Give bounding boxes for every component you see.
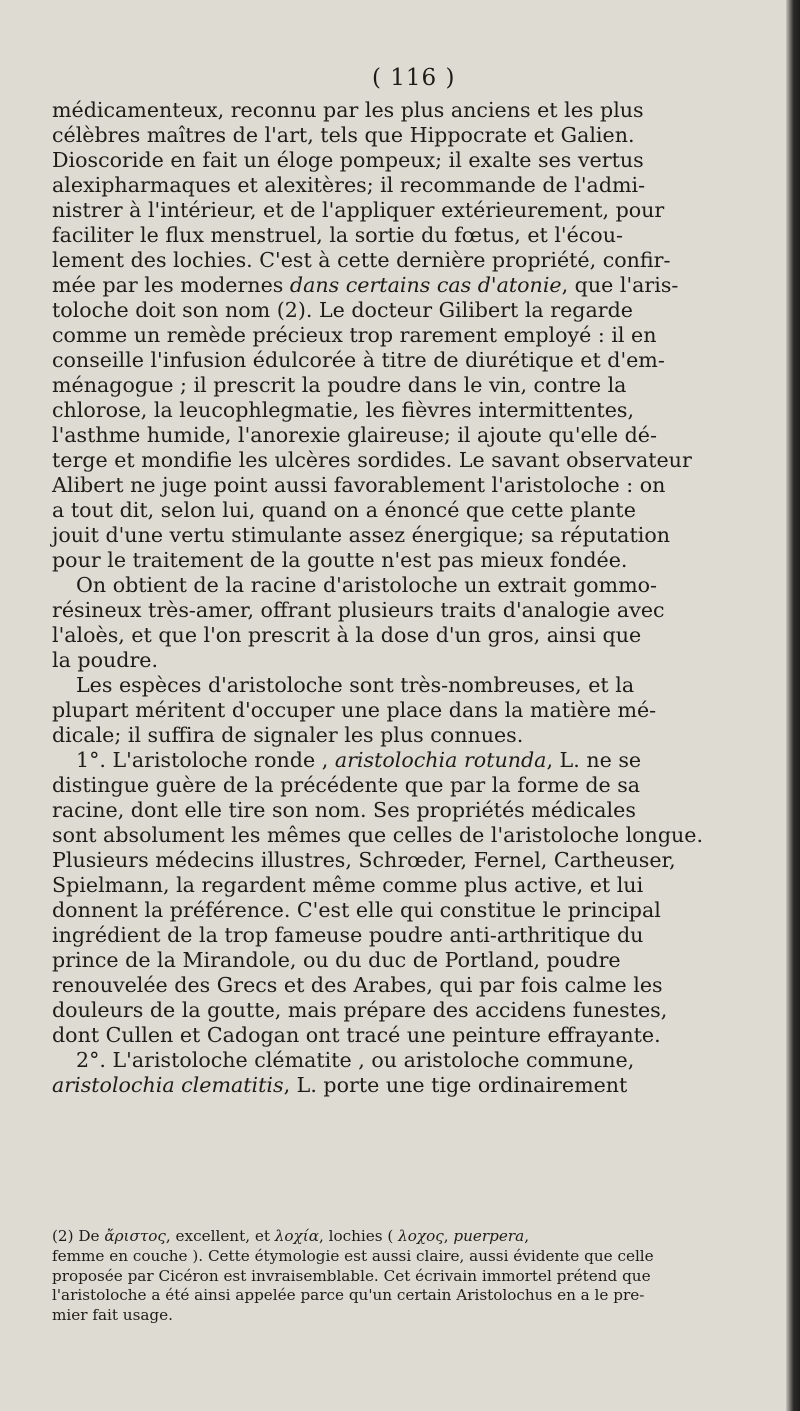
- text-line: Spielmann, la regardent même comme plus active, et lui: [52, 873, 644, 897]
- italic-phrase: puerpera: [453, 1227, 525, 1245]
- text-run: 1°. L'aristoloche ronde ,: [76, 748, 335, 772]
- text-line: toloche doit son nom (2). Le docteur Gilibert la regarde: [52, 298, 633, 322]
- text-line: On obtient de la racine d'aristoloche un extrait gommo-: [76, 573, 657, 597]
- text-line: dicale; il suffira de signaler les plus connues.: [52, 723, 524, 747]
- text-run: , que l'aris-: [561, 273, 679, 297]
- text-line: chlorose, la leucophlegmatie, les fièvres intermittentes,: [52, 398, 635, 422]
- text-line: sont absolument les mêmes que celles de l'aristoloche longue.: [52, 823, 703, 847]
- main-text: [52, 98, 764, 1098]
- page-number: ( 116 ): [372, 65, 456, 91]
- text-run: , excellent, et: [165, 1227, 275, 1245]
- text-run: , L. porte une tige ordinairement: [283, 1073, 628, 1097]
- text-line: ménagogue ; il prescrit la poudre dans le vin, contre la: [52, 373, 627, 397]
- text-line: douleurs de la goutte, mais prépare des accidens funestes,: [52, 998, 668, 1022]
- text-line: Les espèces d'aristoloche sont très-nombreuses, et la: [76, 673, 635, 697]
- text-line: Dioscoride en fait un éloge pompeux; il exalte ses vertus: [52, 148, 644, 172]
- paragraph: [52, 98, 764, 1098]
- text-line: prince de la Mirandole, ou du duc de Portland, poudre: [52, 948, 621, 972]
- text-line: terge et mondifie les ulcères sordides. Le savant observateur: [52, 448, 692, 472]
- text-line: dont Cullen et Cadogan ont tracé une peinture effrayante.: [52, 1023, 661, 1047]
- text-line: médicamenteux, reconnu par les plus anciens et les plus: [52, 98, 644, 122]
- text-line: renouvelée des Grecs et des Arabes, qui par fois calme les: [52, 973, 663, 997]
- text-line: alexipharmaques et alexitères; il recommande de l'admi-: [52, 173, 646, 197]
- text-line: lement des lochies. C'est à cette dernière propriété, confir-: [52, 248, 671, 272]
- text-line: donnent la préférence. C'est elle qui constitue le principal: [52, 898, 661, 922]
- text-run: ,: [443, 1227, 454, 1245]
- text-line: ingrédient de la trop fameuse poudre anti-arthritique du: [52, 923, 644, 947]
- text-run: (2) De: [52, 1227, 105, 1245]
- text-line: la poudre.: [52, 648, 159, 672]
- text-line: 2°. L'aristoloche clématite , ou aristoloche commune,: [76, 1048, 635, 1072]
- text-line: [52, 748, 764, 773]
- italic-phrase: aristolochia clematitis: [52, 1073, 284, 1097]
- greek-word: ἄριστος: [104, 1227, 166, 1245]
- greek-word: λοχος: [398, 1227, 444, 1245]
- footnote-line: l'aristoloche a été ainsi appelée parce qu'un certain Aristolochus en a le pre-: [52, 1286, 645, 1305]
- footnote-line: femme en couche ). Cette étymologie est aussi claire, aussi évidente que celle: [52, 1246, 654, 1265]
- text-run: , L. ne se: [546, 748, 642, 772]
- text-line: faciliter le flux menstruel, la sortie du fœtus, et l'écou-: [52, 223, 623, 247]
- text-line: plupart méritent d'occuper une place dans la matière mé-: [52, 698, 657, 722]
- text-line: l'aloès, et que l'on prescrit à la dose d'un gros, ainsi que: [52, 623, 642, 647]
- text-line: célèbres maîtres de l'art, tels que Hippocrate et Galien.: [52, 123, 635, 147]
- text-line: distingue guère de la précédente que par la forme de sa: [52, 773, 641, 797]
- text-line: nistrer à l'intérieur, et de l'appliquer extérieurement, pour: [52, 198, 665, 222]
- text-line: [52, 273, 764, 298]
- italic-phrase: dans certains cas d'atonie: [289, 273, 562, 297]
- footnote-line: [52, 1227, 764, 1247]
- text-line: Plusieurs médecins illustres, Schrœder, Fernel, Cartheuser,: [52, 848, 676, 872]
- text-run: mée par les modernes: [52, 273, 290, 297]
- page-edge-shadow: [786, 0, 800, 1411]
- text-line: a tout dit, selon lui, quand on a énoncé que cette plante: [52, 498, 636, 522]
- text-line: comme un remède précieux trop rarement employé : il en: [52, 323, 657, 347]
- text-line: pour le traitement de la goutte n'est pas mieux fondée.: [52, 548, 628, 572]
- text-run: , lochies (: [318, 1227, 399, 1245]
- footnote-line: proposée par Cicéron est invraisemblable. Cet écrivain immortel prétend que: [52, 1266, 651, 1285]
- footnote-line: mier fait usage.: [52, 1306, 173, 1325]
- text-line: conseille l'infusion édulcorée à titre de diurétique et d'em-: [52, 348, 665, 372]
- greek-word: λοχία: [274, 1227, 319, 1245]
- text-line: racine, dont elle tire son nom. Ses propriétés médicales: [52, 798, 636, 822]
- text-line: jouit d'une vertu stimulante assez énergique; sa réputation: [52, 523, 670, 547]
- text-line: [52, 1073, 764, 1098]
- text-line: résineux très-amer, offrant plusieurs traits d'analogie avec: [52, 598, 665, 622]
- text-run: ,: [524, 1227, 530, 1245]
- footnote: [52, 1227, 764, 1326]
- italic-phrase: aristolochia rotunda: [334, 748, 547, 772]
- text-line: Alibert ne juge point aussi favorablement l'aristoloche : on: [52, 473, 666, 497]
- text-line: l'asthme humide, l'anorexie glaireuse; il ajoute qu'elle dé-: [52, 423, 657, 447]
